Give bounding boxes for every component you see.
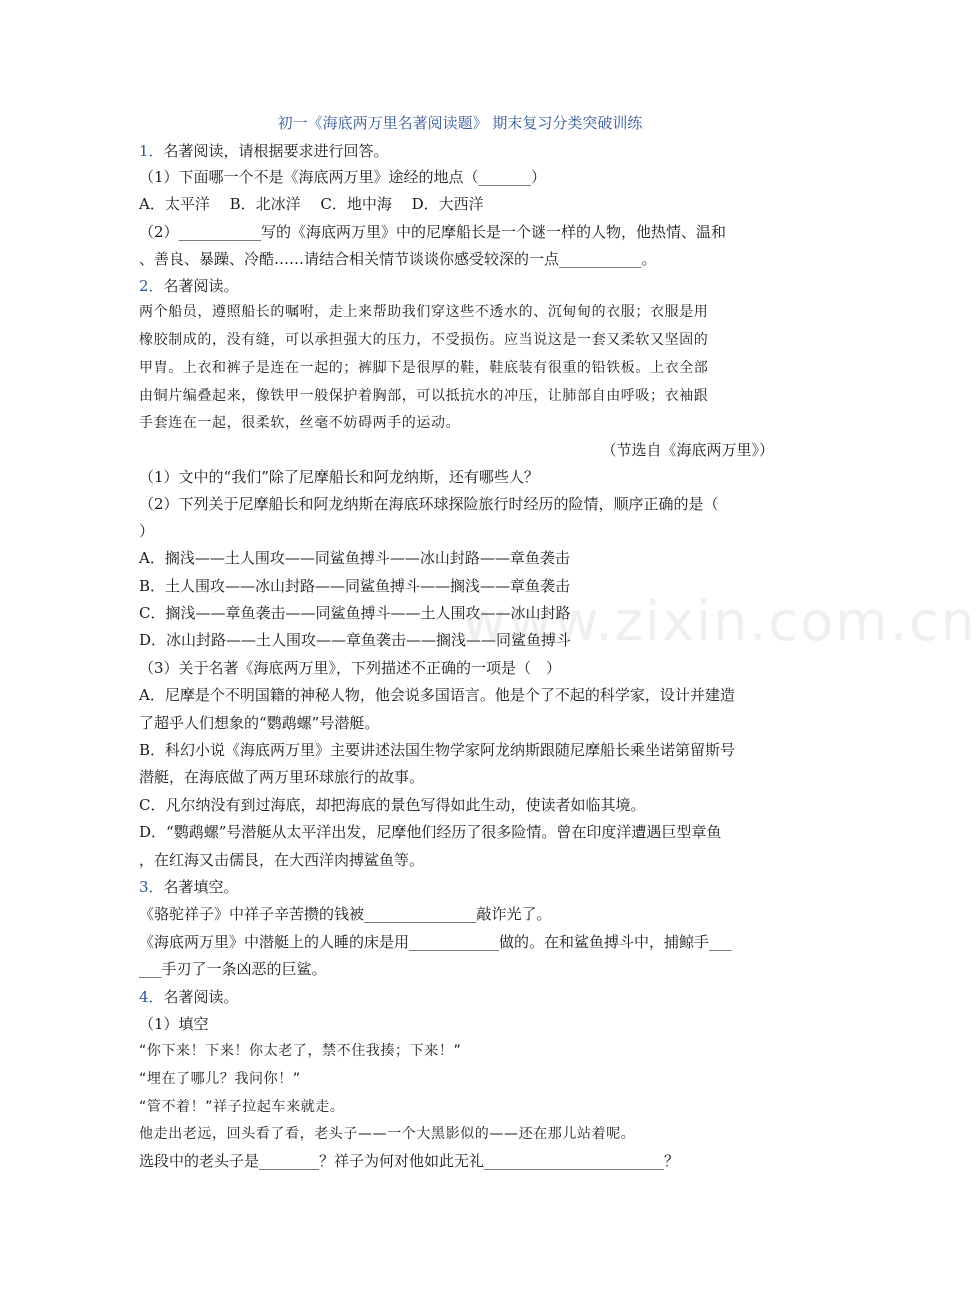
q2-sub3-option: 了超乎人们想象的“鹦鹉螺”号潜艇。 xyxy=(139,714,380,732)
q2-sub2-option: A．搁浅——土人围攻——同鲨鱼搏斗——冰山封路——章鱼袭击 xyxy=(139,549,570,567)
q4-question: 选段中的老头子是________？祥子为何对他如此无礼________________________？ xyxy=(139,1152,680,1170)
question-number: 4． xyxy=(139,988,164,1006)
q2-sub3-option: D．“鹦鹉螺”号潜艇从太平洋出发，尼摩他们经历了很多险情。曾在印度洋遭遇巨型章鱼 xyxy=(139,823,722,841)
q2-sub3-option: 潜艇，在海底做了两万里环球旅行的故事。 xyxy=(139,768,425,786)
q2-source: （节选自《海底两万里》） xyxy=(601,441,774,459)
q4-passage-line: “管不着！”祥子拉起车来就走。 xyxy=(139,1099,345,1115)
q4-sub1: （1）填空 xyxy=(139,1015,209,1033)
q2-sub3-option: B．科幻小说《海底两万里》主要讲述法国生物学家阿龙纳斯跟随尼摩船长乘坐诺第留斯号 xyxy=(139,741,736,759)
question-number: 3． xyxy=(139,878,164,896)
q3-line: 《海底两万里》中潜艇上的人睡的床是用____________做的。在和鲨鱼搏斗中，捕鲸手___ xyxy=(139,933,732,951)
question-number: 1． xyxy=(139,142,164,160)
q2-sub2-line1: （2）下列关于尼摩船长和阿龙纳斯在海底环球探险旅行时经历的险情，顺序正确的是（ xyxy=(139,495,719,513)
question-4-heading xyxy=(139,987,239,1007)
q2-sub3-option: A．尼摩是个不明国籍的神秘人物，他会说多国语言。他是个了不起的科学家，设计并建造 xyxy=(139,686,735,704)
question-stem: 名著填空。 xyxy=(163,878,239,896)
question-stem: 名著阅读。 xyxy=(163,988,239,1006)
q2-sub3-option: C．凡尔纳没有到过海底，却把海底的景色写得如此生动，使读者如临其境。 xyxy=(139,796,646,814)
question-number: 2． xyxy=(139,277,164,295)
question-stem: 名著阅读，请根据要求进行回答。 xyxy=(163,142,389,160)
q2-sub2-option: D．冰山封路——土人围攻——章鱼袭击——搁浅——同鲨鱼搏斗 xyxy=(139,631,572,649)
question-3-heading xyxy=(139,877,239,897)
q1-sub1-options: A．太平洋 B．北冰洋 C．地中海 D．大西洋 xyxy=(139,195,484,213)
q3-line: 《骆驼祥子》中祥子辛苦攒的钱被_______________敲诈光了。 xyxy=(139,905,552,923)
q2-passage-line: 由铜片编叠起来，像铁甲一般保护着胸部，可以抵抗水的冲压，让肺部自由呼吸；衣袖跟 xyxy=(139,388,709,404)
q4-passage-line: “你下来！下来！你太老了，禁不住我揍；下来！” xyxy=(139,1043,462,1059)
question-2-heading xyxy=(139,276,239,296)
page-title: 初一《海底两万里名著阅读题》 期末复习分类突破训练 xyxy=(277,114,643,132)
q2-passage-line: 甲胄。上衣和裤子是连在一起的；裤脚下是很厚的鞋，鞋底装有很重的铅铁板。上衣全部 xyxy=(139,360,709,376)
q1-sub2-line2: 、善良、暴躁、冷酷……请结合相关情节谈谈你感受较深的一点___________。 xyxy=(139,250,657,268)
q4-passage-line: 他走出老远，回头看了看，老头子——一个大黑影似的——还在那儿站着呢。 xyxy=(139,1126,636,1142)
watermark: www.zixin.com.cn xyxy=(462,590,977,653)
q2-sub2-option: C．搁浅——章鱼袭击——同鲨鱼搏斗——土人围攻——冰山封路 xyxy=(139,604,571,622)
q3-line: ___手刃了一条凶恶的巨鲨。 xyxy=(139,960,327,978)
q4-passage-line: “埋在了哪儿？我问你！” xyxy=(139,1071,301,1087)
q1-sub1: （1）下面哪一个不是《海底两万里》途经的地点（_______） xyxy=(139,168,547,186)
question-stem: 名著阅读。 xyxy=(163,277,239,295)
q2-sub2-option: B．土人围攻——冰山封路——同鲨鱼搏斗——搁浅——章鱼袭击 xyxy=(139,577,571,595)
q2-sub3: （3）关于名著《海底两万里》，下列描述不正确的一项是（ ） xyxy=(139,659,562,677)
q2-sub1: （1）文中的“我们”除了尼摩船长和阿龙纳斯，还有哪些人？ xyxy=(139,468,539,486)
question-1-heading xyxy=(139,141,389,161)
q2-passage-line: 手套连在一起，很柔软，丝毫不妨碍两手的运动。 xyxy=(139,415,461,431)
q2-passage-line: 两个船员，遵照船长的嘱咐，走上来帮助我们穿这些不透水的、沉甸甸的衣服；衣服是用 xyxy=(139,304,709,320)
q2-passage-line: 橡胶制成的，没有缝，可以承担强大的压力，不受损伤。应当说这是一套又柔软又坚固的 xyxy=(139,332,709,348)
q2-sub3-option: ，在红海又击儒艮，在大西洋肉搏鲨鱼等。 xyxy=(139,851,425,869)
q2-sub2-line2: ） xyxy=(139,522,155,540)
q1-sub2-line1: （2）___________写的《海底两万里》中的尼摩船长是一个谜一样的人物，他热情、温和 xyxy=(139,223,727,241)
